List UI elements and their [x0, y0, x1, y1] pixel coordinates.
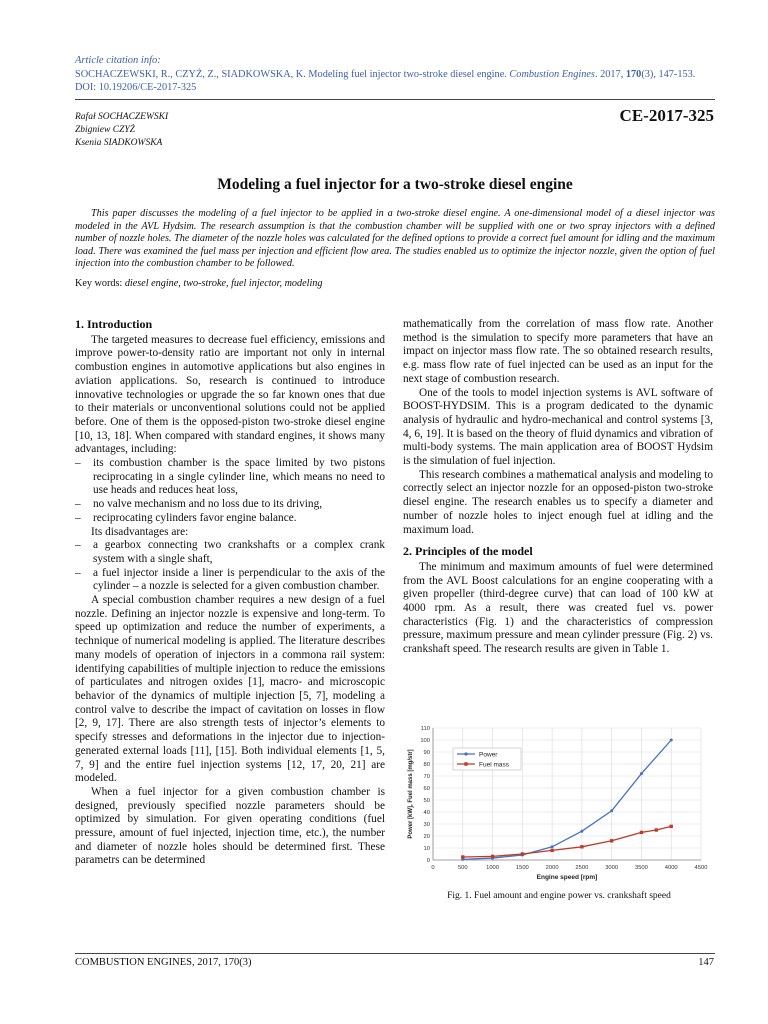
footer-journal: COMBUSTION ENGINES, 2017, 170(3): [75, 957, 252, 968]
legend-power-marker: [464, 752, 467, 755]
data-point-fuel-mass: [610, 839, 613, 842]
data-point-power: [640, 772, 643, 775]
legend-fuel-label: Fuel mass: [479, 761, 509, 769]
data-point-power: [551, 845, 554, 848]
abstract: This paper discusses the modeling of a fuel injector to be applied in a two-stroke diesel engine. A one-dimensional model of a diesel injector was modeled in the AVL Hydsim. The research assumption is that the combustion chamber will be supplied with one or two spray injectors with a defined number of nozzle holes. The diameter of the nozzle holes was calculated for the defined options to provide a correct fuel amount for idling and the maximum load. There was examined the fuel mass per injection and efficient flow area. The studies enabled us to optimize the injector nozzle, given the option of fuel injection into the combustion chamber to be followed.: [75, 208, 715, 270]
legend-fuel-marker: [464, 762, 467, 765]
header-rule: [75, 99, 715, 100]
author-list: [75, 111, 168, 150]
y-tick-label: 0: [426, 858, 430, 864]
y-tick-label: 30: [423, 822, 430, 828]
section-heading-introduction: 1. Introduction: [75, 317, 153, 331]
paragraph: One of the tools to model injection systems is AVL software of BOOST-HYDSIM. This is a program dedicated to the dynamic analysis of hydraulic and hydro-mechanical and control systems [3, 4, 6, 19]. It is based on the theory of fluid dynamics and vibration of multi-body systems. The main application area of BOOST Hydsim is the simulation of fuel injection.: [403, 386, 713, 468]
keywords: [75, 278, 322, 289]
paragraph: This research combines a mathematical analysis and modeling to correctly select an injector nozzle for an opposed-piston two-stroke diesel engine. The research enables us to specify a diameter and number of nozzle holes to inject enough fuel at idling and the maximum load.: [403, 468, 713, 536]
author-2: Zbigniew CZYŻ: [75, 125, 135, 135]
paragraph: A special combustion chamber requires a new design of a fuel nozzle. Defining an injector nozzle is expensive and long-term. To speed up optimization and reduce the number of experiments, a technique of numerical modeling is applied. The literature describes many models of operation of injectors in a commona rail system: identifying capabilities of multiple injection to reduce the emissions of particulates and nitrogen oxides [1], macro- and microscopic behavior of the dynamics of multiple injection [5, 7], modeling a control valve to describe the impact of cavitation on losses in flow [2, 9, 17]. There are also strength tests of injector’s elements to specify stresses and deformations in the injector due to injection-generated external loads [11], [15]. Both individual elements [1, 5, 7, 9] and the entire fuel injection systems [12, 17, 20, 21] are modeled.: [75, 594, 385, 785]
citation-year: . 2017,: [594, 69, 624, 80]
x-tick-label: 3500: [634, 865, 648, 871]
data-point-fuel-mass: [550, 849, 553, 852]
advantages-list: [75, 457, 385, 526]
x-tick-label: 3000: [605, 865, 619, 871]
x-tick-label: 1000: [486, 865, 500, 871]
list-item: – a gearbox connecting two crankshafts or a complex crank system with a single shaft,: [75, 539, 385, 566]
data-point-fuel-mass: [670, 825, 673, 828]
list-item: – a fuel injector inside a liner is perpendicular to the axis of the cylinder – a nozzle is selected for a given combustion chamber.: [75, 567, 385, 594]
x-tick-label: 4000: [664, 865, 678, 871]
chart-legend: [453, 748, 521, 770]
disadvantages-list: [75, 539, 385, 594]
author-3: Ksenia SIADKOWSKA: [75, 138, 163, 148]
section-heading-principles: 2. Principles of the model: [403, 544, 533, 559]
paragraph: When a fuel injector for a given combustion chamber is designed, previously specified nozzle parameters should be optimized by simulation. For given operating conditions (fuel pressure, amount of fuel injected, injection time, etc.), the number and diameter of nozzle holes should be determined first. These parametrs can be determined: [75, 785, 385, 867]
data-point-fuel-mass: [655, 828, 658, 831]
figure-1: [403, 720, 715, 885]
citation-doi: (3), 147-153. DOI: 10.19206/CE-2017-325: [75, 69, 696, 93]
x-tick-label: 4500: [694, 865, 708, 871]
author-1: Rafał SOCHACZEWSKI: [75, 112, 169, 122]
list-item: – reciprocating cylinders favor engine balance.: [75, 512, 385, 526]
y-tick-label: 10: [423, 846, 430, 852]
y-tick-label: 70: [423, 774, 430, 780]
data-point-fuel-mass: [461, 855, 464, 858]
y-tick-label: 40: [423, 810, 430, 816]
data-point-power: [670, 739, 673, 742]
paragraph: The minimum and maximum amounts of fuel were determined from the AVL Boost calculations for an engine cooperating with a given propeller (third-degree curve) that can load of 100 kW at 4000 rpm. As a result, there was created fuel vs. power characteristics (Fig. 1) and the characteristics of compression pressure, maximum pressure and mean cylinder pressure (Fig. 2) vs. crankshaft speed. The research results are given in Table 1.: [403, 560, 713, 656]
x-tick-label: 1500: [515, 865, 529, 871]
data-point-power: [610, 809, 613, 812]
x-tick-label: 2500: [575, 865, 589, 871]
y-tick-label: 110: [420, 726, 430, 732]
y-tick-label: 20: [423, 834, 430, 840]
chart-power-fuel: [403, 720, 715, 885]
x-tick-label: 500: [457, 865, 468, 871]
paragraph: mathematically from the correlation of mass flow rate. Another method is the simulation to specify more parameters that have an impact on injector mass flow rate. The so obtained research results, e.g. mass flow rate of fuel injected can be used as an input for the next stage of combustion research.: [403, 318, 713, 385]
citation-heading: Article citation info:: [75, 55, 161, 66]
list-item: – no valve mechanism and no loss due to its driving,: [75, 498, 385, 512]
data-point-fuel-mass: [521, 852, 524, 855]
citation-journal: Combustion Engines: [509, 69, 595, 80]
right-column: [403, 318, 713, 657]
y-axis-label: Power [kW], Fuel mass [mg/str]: [408, 749, 414, 839]
left-column: [75, 318, 385, 868]
paper-id: CE-2017-325: [619, 106, 714, 125]
citation-authors: SOCHACZEWSKI, R., CZYŻ, Z., SIADKOWSKA, K. Modeling fuel injector two-stroke diesel engine.: [75, 69, 507, 80]
y-tick-label: 60: [423, 786, 430, 792]
x-tick-label: 0: [431, 865, 435, 871]
figure-caption: Fig. 1. Fuel amount and engine power vs. crankshaft speed: [447, 891, 671, 901]
keywords-label: Key words:: [75, 278, 123, 289]
page-number: 147: [698, 957, 714, 968]
x-axis-label: Engine speed [rpm]: [536, 874, 598, 881]
y-tick-label: 100: [420, 738, 430, 744]
disadvantages-intro: Its disadvantages are:: [91, 525, 189, 538]
paper-title: Modeling a fuel injector for a two-stroke diesel engine: [217, 176, 573, 193]
data-point-fuel-mass: [491, 855, 494, 858]
y-tick-label: 50: [423, 798, 430, 804]
data-point-fuel-mass: [580, 845, 583, 848]
list-item: – its combustion chamber is the space limited by two pistons reciprocating in a single cylinder line, which means no need to use heads and reduces heat loss,: [75, 457, 385, 498]
data-point-power: [580, 830, 583, 833]
x-tick-label: 2000: [545, 865, 559, 871]
footer-rule: [75, 953, 715, 954]
data-point-fuel-mass: [640, 831, 643, 834]
paragraph: The targeted measures to decrease fuel efficiency, emissions and improve power-to-density ratio are important not only in internal combustion engines in automotive applications but also engines in aviation applications. So, research is continued to introduce innovative technologies or upgrade the so far known ones that due to their materials or unconventional solutions could not be applied before. One of them is the opposed-piston two-stroke diesel engine [10, 13, 18]. When compared with standard engines, it shows many advantages, including:: [75, 333, 385, 456]
legend-power-label: Power: [479, 751, 498, 759]
y-tick-label: 90: [423, 750, 430, 756]
citation-text[interactable]: [75, 68, 700, 94]
keywords-text: diesel engine, two-stroke, fuel injector, modeling: [124, 278, 323, 289]
y-tick-label: 80: [423, 762, 430, 768]
citation-volume: 170: [625, 69, 642, 80]
